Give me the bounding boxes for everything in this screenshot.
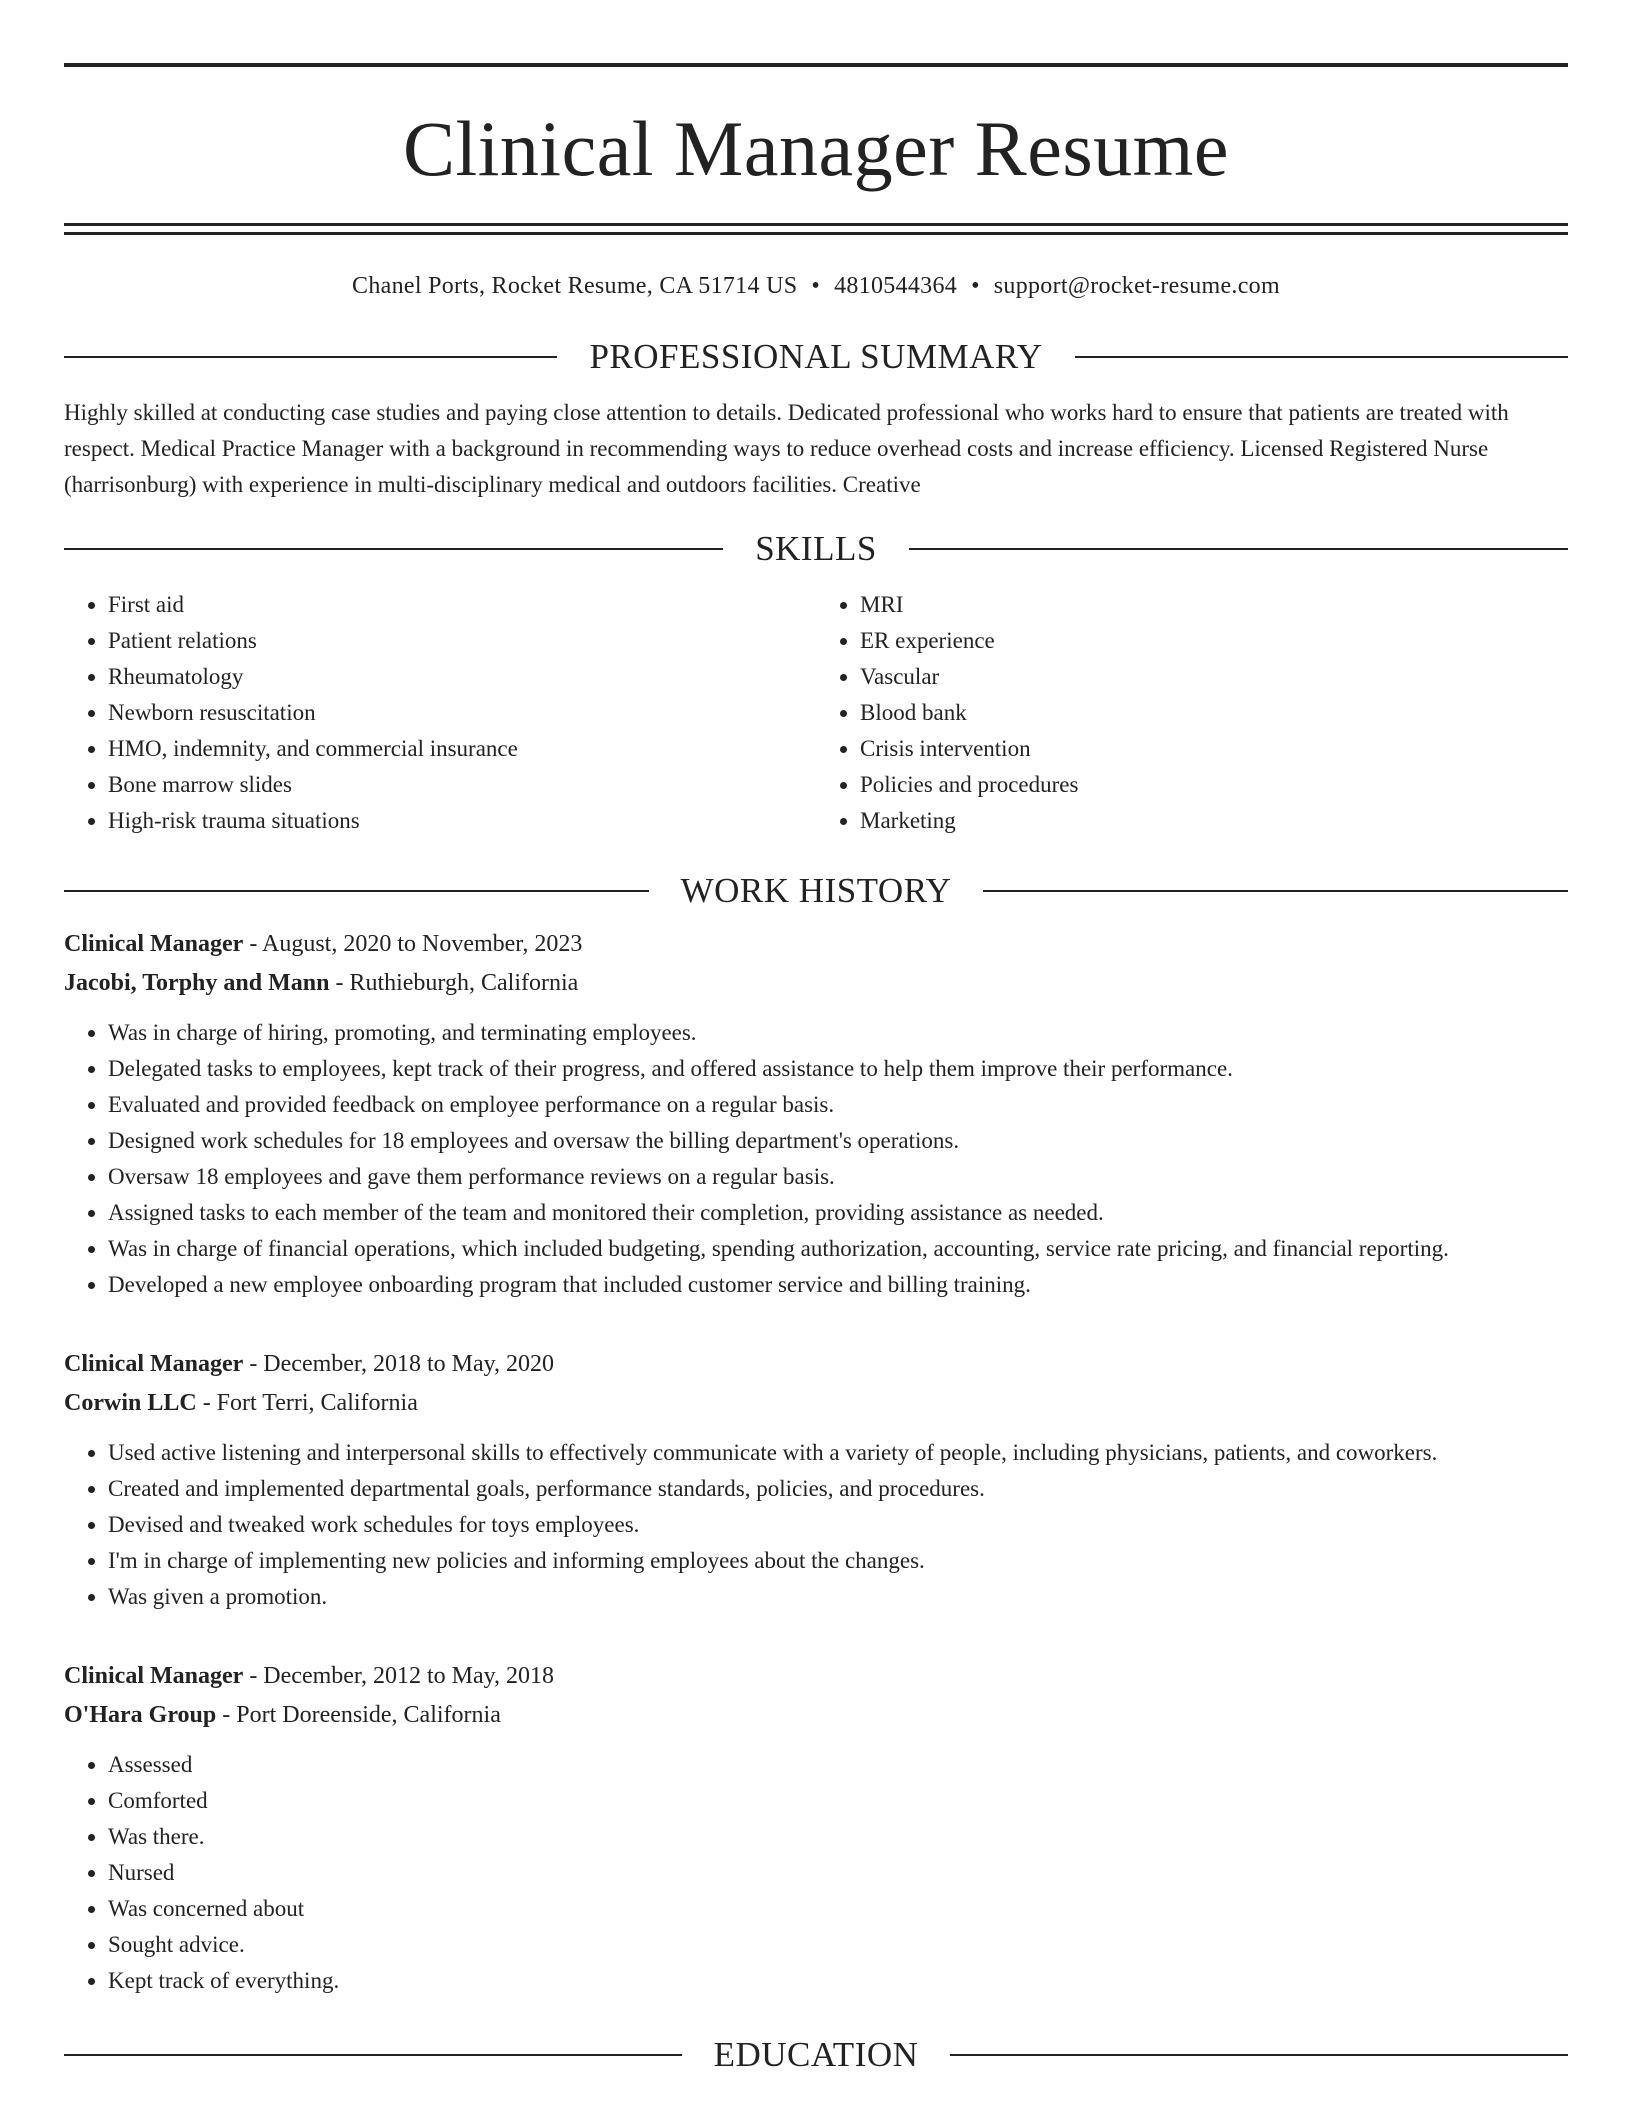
title-double-rule bbox=[64, 223, 1568, 235]
job-title-line bbox=[64, 1657, 1568, 1696]
work-history-list bbox=[64, 925, 1568, 1999]
section-rule-right bbox=[983, 890, 1568, 892]
job-company: Corwin LLC bbox=[64, 1390, 197, 1416]
skill-item: • Newborn resuscitation bbox=[108, 695, 816, 731]
contact-separator: • bbox=[811, 273, 821, 299]
section-rule-left bbox=[64, 356, 557, 358]
summary-text: Highly skilled at conducting case studies and paying close attention to details. Dedicated professional who works hard to ensure that patients are treated with respect. Medical Practice Manager with a background in recommending ways to reduce overhead costs and increase efficiency. Licensed Registered Nurse (harrisonburg) with experience in multi-disciplinary medical and outdoors facilities. Creative bbox=[64, 400, 1509, 497]
skill-item: • MRI bbox=[860, 587, 1568, 623]
contact-separator: • bbox=[971, 273, 980, 299]
section-rule-right bbox=[909, 548, 1568, 550]
job-title: Clinical Manager bbox=[64, 1351, 244, 1377]
job-dates: - August, 2020 to November, 2023 bbox=[243, 931, 583, 957]
job-bullet: • Devised and tweaked work schedules for toys employees. bbox=[108, 1507, 1568, 1543]
job-title: Clinical Manager bbox=[64, 1663, 244, 1689]
section-header-skills bbox=[64, 529, 1568, 569]
job-bullet: • Assessed bbox=[108, 1747, 1568, 1783]
job-bullet: • Created and implemented departmental goals, performance standards, policies, and procedures. bbox=[108, 1471, 1568, 1507]
job-bullet: • Sought advice. bbox=[108, 1927, 1568, 1963]
section-rule-right bbox=[950, 2054, 1568, 2056]
contact-email: support@rocket-resume.com bbox=[993, 273, 1280, 299]
skill-item: • Marketing bbox=[860, 803, 1568, 839]
job-entry bbox=[64, 925, 1568, 1303]
job-company-line bbox=[64, 1696, 1568, 1735]
job-bullet: • Was given a promotion. bbox=[108, 1579, 1568, 1615]
section-title-education: EDUCATION bbox=[713, 2035, 919, 2074]
skill-item: • ER experience bbox=[860, 623, 1568, 659]
job-bullet: • Delegated tasks to employees, kept track of their progress, and offered assistance to help them improve their performance. bbox=[108, 1051, 1568, 1087]
section-title-summary: PROFESSIONAL SUMMARY bbox=[589, 337, 1043, 376]
skill-item: • Vascular bbox=[860, 659, 1568, 695]
job-location: - Ruthieburgh, California bbox=[329, 970, 579, 996]
job-dates: - December, 2018 to May, 2020 bbox=[243, 1351, 555, 1377]
skill-item: • Policies and procedures bbox=[860, 767, 1568, 803]
section-header-work-history bbox=[64, 871, 1568, 911]
contact-address: Chanel Ports, Rocket Resume, CA 51714 US bbox=[352, 273, 798, 299]
section-rule-right bbox=[1075, 356, 1568, 358]
skills-list-left bbox=[64, 587, 816, 839]
job-title-line bbox=[64, 925, 1568, 964]
job-bullet: • Was in charge of hiring, promoting, and terminating employees. bbox=[108, 1015, 1568, 1051]
section-title-skills: SKILLS bbox=[755, 529, 877, 568]
double-rule-line-2 bbox=[64, 232, 1568, 235]
job-title-line bbox=[64, 1345, 1568, 1384]
contact-line bbox=[64, 271, 1568, 301]
job-bullet: • Oversaw 18 employees and gave them performance reviews on a regular basis. bbox=[108, 1159, 1568, 1195]
skills-list-right bbox=[816, 587, 1568, 839]
job-bullet: • Was there. bbox=[108, 1819, 1568, 1855]
job-company-line bbox=[64, 964, 1568, 1003]
skill-item: • High-risk trauma situations bbox=[108, 803, 816, 839]
job-location: - Fort Terri, California bbox=[196, 1390, 418, 1416]
job-bullet: • Kept track of everything. bbox=[108, 1963, 1568, 1999]
job-company: O'Hara Group bbox=[64, 1702, 217, 1728]
skill-item: • HMO, indemnity, and commercial insurance bbox=[108, 731, 816, 767]
skill-item: • Crisis intervention bbox=[860, 731, 1568, 767]
job-bullet: • Assigned tasks to each member of the team and monitored their completion, providing assistance as needed. bbox=[108, 1195, 1568, 1231]
job-location: - Port Doreenside, California bbox=[216, 1702, 501, 1728]
section-rule-left bbox=[64, 548, 723, 550]
job-bullet: • Designed work schedules for 18 employees and oversaw the billing department's operations. bbox=[108, 1123, 1568, 1159]
job-entry bbox=[64, 1657, 1568, 1999]
job-company-line bbox=[64, 1384, 1568, 1423]
skill-item: • Rheumatology bbox=[108, 659, 816, 695]
job-bullets bbox=[64, 1435, 1568, 1615]
job-company: Jacobi, Torphy and Mann bbox=[64, 970, 330, 996]
contact-phone: 4810544364 bbox=[834, 273, 958, 299]
skills-columns bbox=[64, 587, 1568, 839]
job-bullet: • Was in charge of financial operations, which included budgeting, spending authorization, accounting, service rate pricing, and financial reporting. bbox=[108, 1231, 1568, 1267]
job-bullet: • Used active listening and interpersonal skills to effectively communicate with a variety of people, including physicians, patients, and coworkers. bbox=[108, 1435, 1568, 1471]
skill-item: • First aid bbox=[108, 587, 816, 623]
job-bullet: • I'm in charge of implementing new policies and informing employees about the changes. bbox=[108, 1543, 1568, 1579]
section-rule-left bbox=[64, 2054, 682, 2056]
job-title: Clinical Manager bbox=[64, 931, 244, 957]
skill-item: • Bone marrow slides bbox=[108, 767, 816, 803]
job-bullet: • Comforted bbox=[108, 1783, 1568, 1819]
resume-title: Clinical Manager Resume bbox=[403, 105, 1229, 192]
job-bullet: • Evaluated and provided feedback on employee performance on a regular basis. bbox=[108, 1087, 1568, 1123]
job-bullet: • Nursed bbox=[108, 1855, 1568, 1891]
double-rule-line-1 bbox=[64, 223, 1568, 226]
section-title-work-history: WORK HISTORY bbox=[680, 871, 952, 910]
job-bullet: • Developed a new employee onboarding program that included customer service and billing training. bbox=[108, 1267, 1568, 1303]
section-rule-left bbox=[64, 890, 649, 892]
job-dates: - December, 2012 to May, 2018 bbox=[243, 1663, 555, 1689]
job-bullets bbox=[64, 1015, 1568, 1303]
skill-item: • Blood bank bbox=[860, 695, 1568, 731]
job-bullets bbox=[64, 1747, 1568, 1999]
top-rule bbox=[64, 63, 1568, 67]
job-entry bbox=[64, 1345, 1568, 1615]
job-bullet: • Was concerned about bbox=[108, 1891, 1568, 1927]
resume-content bbox=[64, 63, 1568, 2075]
section-header-education bbox=[64, 2035, 1568, 2075]
section-header-summary bbox=[64, 337, 1568, 377]
skill-item: • Patient relations bbox=[108, 623, 816, 659]
